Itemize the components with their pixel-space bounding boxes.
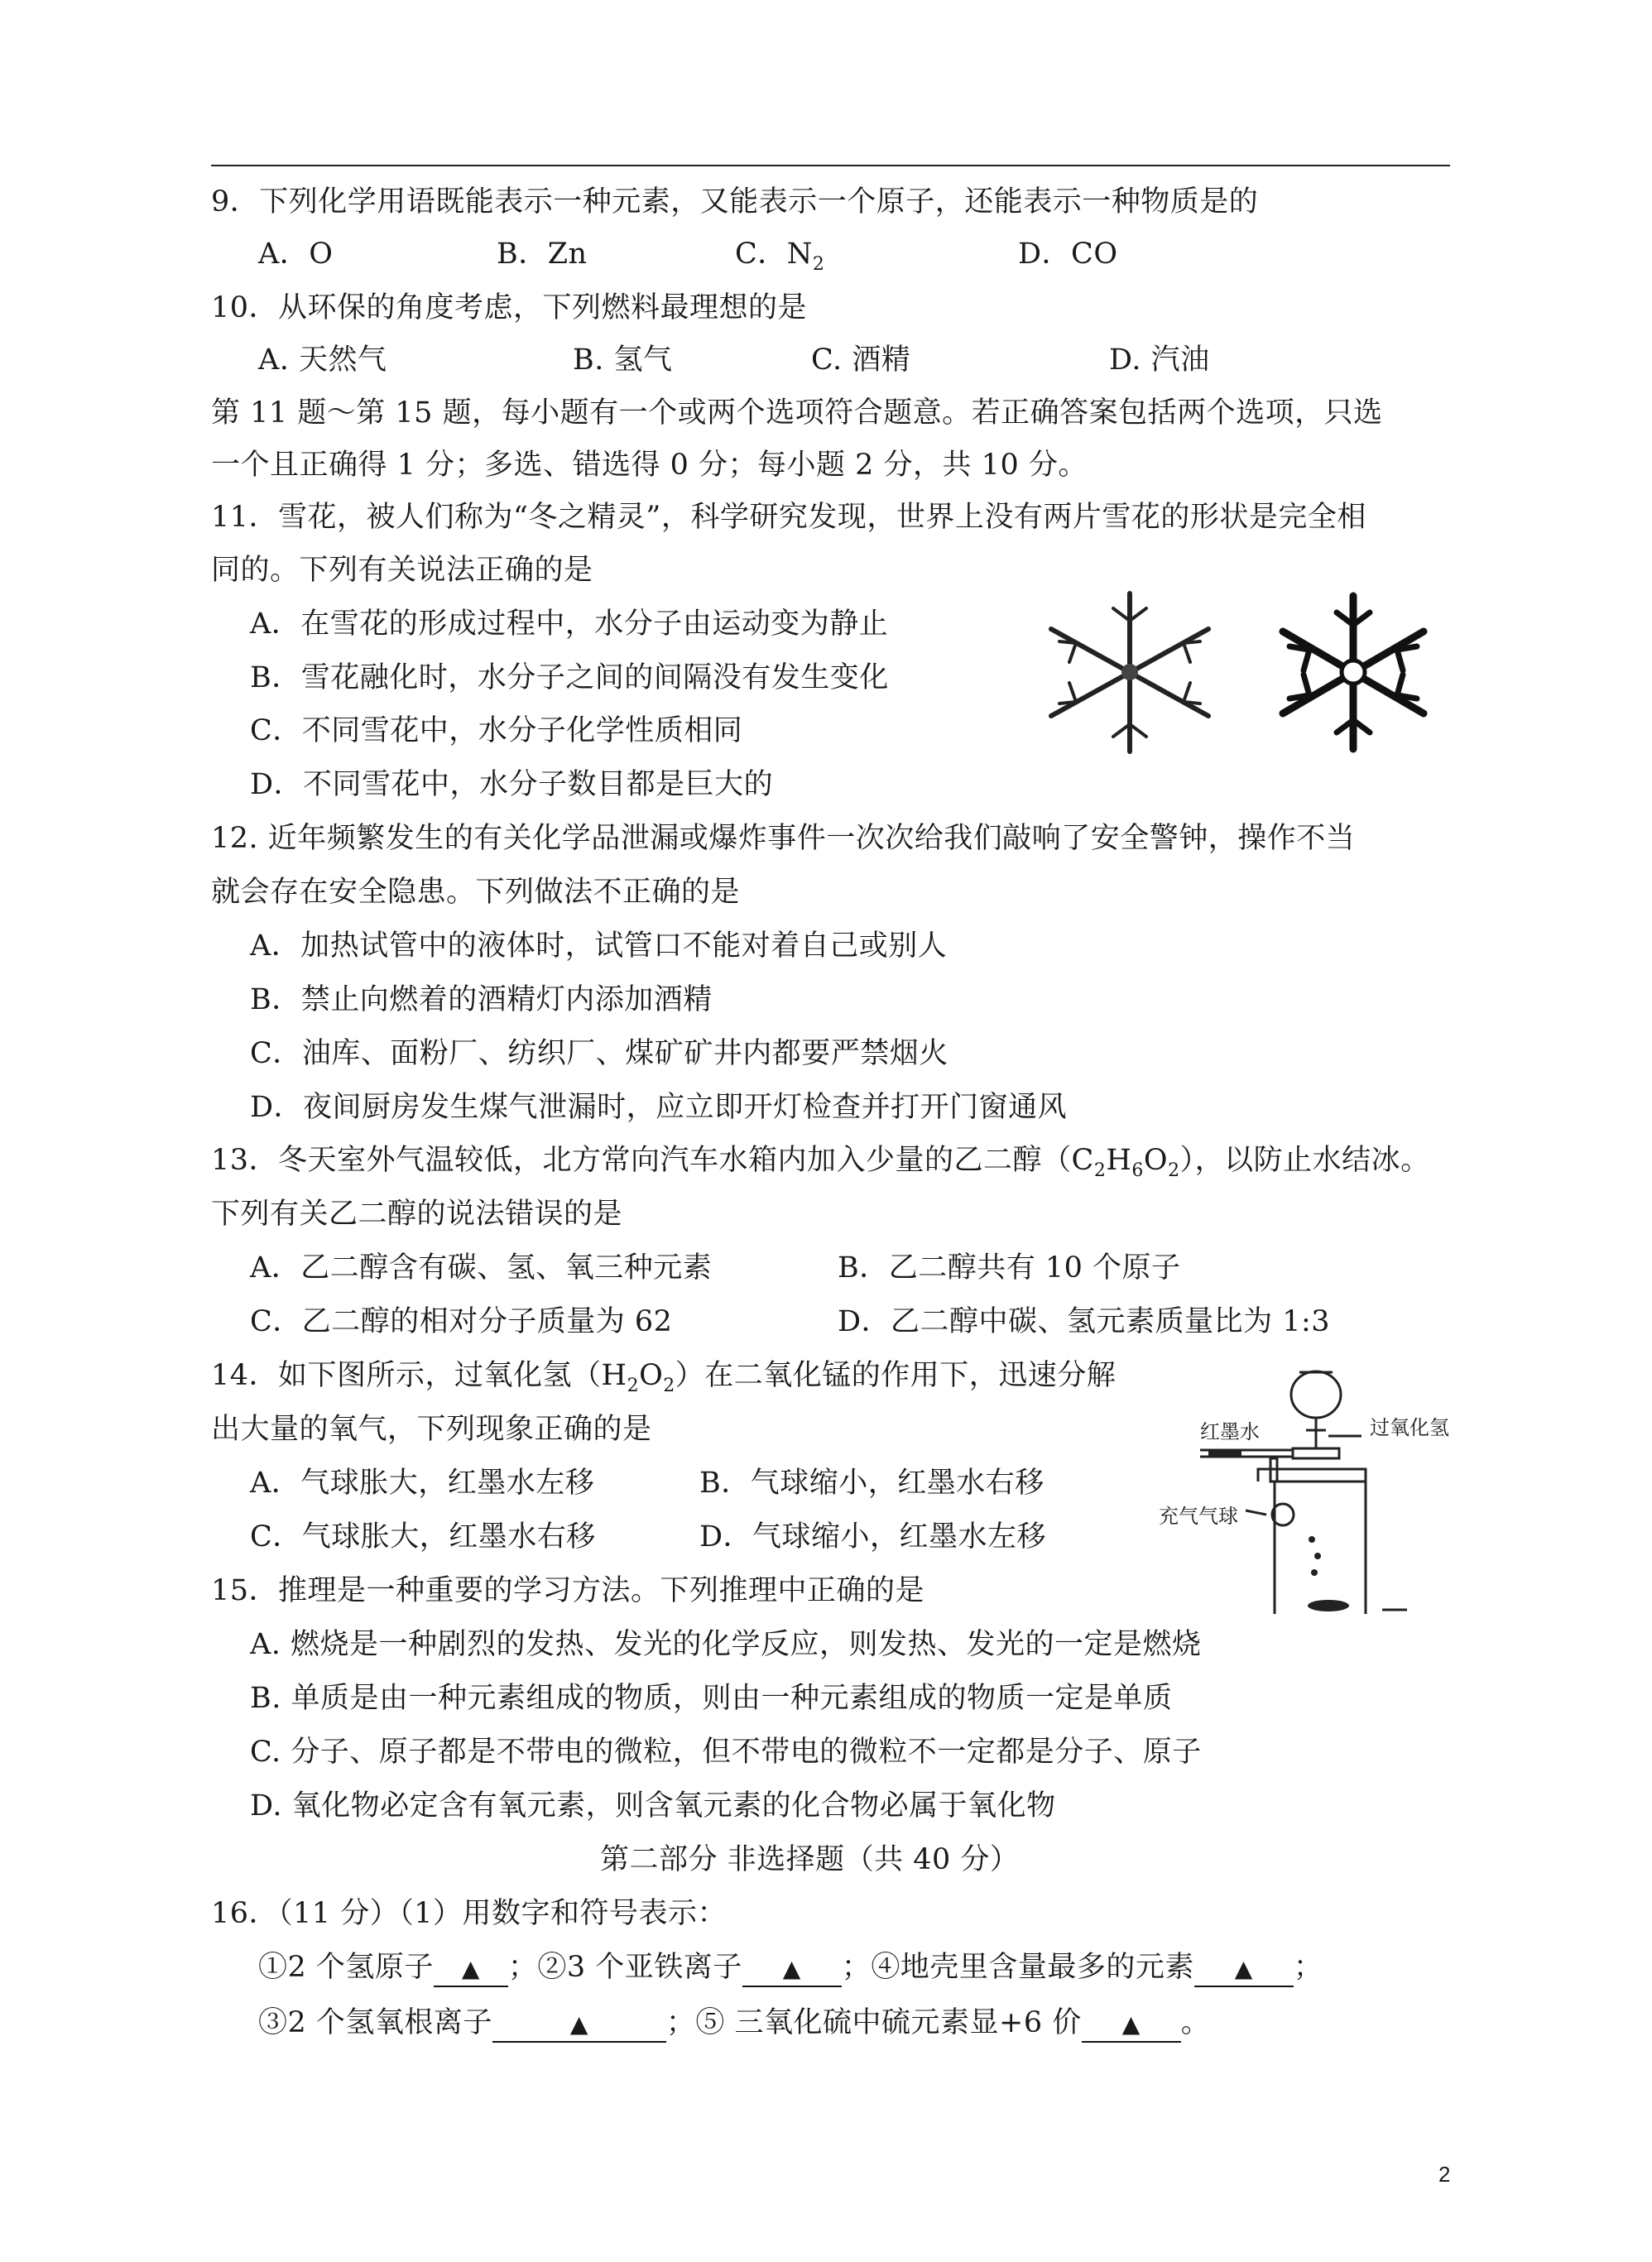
q12-stem-line-1: 12. 近年频繁发生的有关化学品泄漏或爆炸事件一次次给我们敲响了安全警钟，操作不当: [211, 822, 1356, 855]
q13-option-a: A．乙二醇含有碳、氢、氧三种元素: [250, 1251, 713, 1285]
q16-line-1: ①2 个氢原子 ▲ ；②3 个亚铁离子 ▲ ；④地壳里含量最多的元素 ▲ ；: [258, 1949, 1323, 1987]
q14-stem-line-2: 出大量的氧气，下列现象正确的是: [211, 1413, 652, 1446]
apparatus-figure: [1159, 1357, 1449, 1614]
q11-option-c: C．不同雪花中，水分子化学性质相同: [250, 714, 743, 747]
label-red-ink: 红墨水: [1200, 1421, 1260, 1443]
q13-option-c: C．乙二醇的相对分子质量为 62: [250, 1305, 673, 1338]
q12-option-d: D．夜间厨房发生煤气泄漏时，应立即开灯检查并打开门窗通风: [250, 1091, 1068, 1124]
q10-option-b: B. 氢气: [573, 343, 673, 377]
q9-stem: 9．下列化学用语既能表示一种元素，又能表示一个原子，还能表示一种物质是的: [211, 185, 1259, 219]
q15-option-a: A. 燃烧是一种剧烈的发热、发光的化学反应，则发热、发光的一定是燃烧: [250, 1628, 1202, 1661]
answer-blank-2[interactable]: ▲: [742, 1952, 842, 1987]
answer-blank-3[interactable]: ▲: [1194, 1952, 1294, 1987]
q14-option-a: A．气球胀大，红墨水左移: [250, 1467, 595, 1500]
q12-option-b: B．禁止向燃着的酒精灯内添加酒精: [250, 983, 713, 1016]
q15-option-d: D. 氧化物必定含有氧元素，则含氧元素的化合物必属于氧化物: [250, 1789, 1056, 1823]
q9-option-b: B．Zn: [497, 238, 588, 271]
q15-option-b: B. 单质是由一种元素组成的物质，则由一种元素组成的物质一定是单质: [250, 1682, 1173, 1715]
q13-stem-line-1: 13．冬天室外气温较低，北方常向汽车水箱内加入少量的乙二醇$(C_2H_6O_2)$，以防止水结冰。: [211, 1144, 1430, 1181]
q12-option-a: A．加热试管中的液体时，试管口不能对着自己或别人: [250, 929, 948, 963]
apparatus-drawing: [1159, 1357, 1444, 1614]
snowflake-image-2: [1258, 584, 1448, 761]
q12-option-c: C．油库、面粉厂、纺织厂、煤矿矿井内都要严禁烟火: [250, 1037, 948, 1070]
part2-title: 第二部分 非选择题（共 40 分）: [600, 1843, 1020, 1876]
q10-option-c: C. 酒精: [811, 343, 911, 377]
q11-option-b: B．雪花融化时，水分子之间的间隔没有发生变化: [250, 661, 889, 694]
q11-stem-line-1: 11．雪花，被人们称为“冬之精灵”，科学研究发现，世界上没有两片雪花的形状是完全相: [211, 501, 1366, 534]
q13-option-d: D．乙二醇中碳、氢元素质量比为 1:3: [838, 1305, 1331, 1338]
label-balloon: 充气气球: [1159, 1506, 1238, 1528]
q15-stem: 15．推理是一种重要的学习方法。下列推理中正确的是: [211, 1574, 925, 1607]
q13-option-b: B．乙二醇共有 10 个原子: [838, 1251, 1181, 1285]
q11-option-d: D．不同雪花中，水分子数目都是巨大的: [250, 768, 774, 801]
q9-option-c: C．$N_2$: [735, 238, 825, 275]
page-number: 2: [1438, 2162, 1451, 2187]
answer-blank-4[interactable]: ▲: [492, 2008, 666, 2043]
q10-option-a: A. 天然气: [258, 343, 387, 377]
answer-blank-1[interactable]: ▲: [434, 1952, 508, 1987]
q15-option-c: C. 分子、原子都是不带电的微粒，但不带电的微粒不一定都是分子、原子: [250, 1736, 1202, 1769]
q11-stem-line-2: 同的。下列有关说法正确的是: [211, 554, 593, 587]
q12-stem-line-2: 就会存在安全隐患。下列做法不正确的是: [211, 876, 741, 909]
q10-option-d: D. 汽油: [1109, 343, 1210, 377]
q10-stem: 10．从环保的角度考虑，下列燃料最理想的是: [211, 291, 808, 324]
answer-blank-5[interactable]: ▲: [1082, 2008, 1181, 2043]
q13-stem-line-2: 下列有关乙二醇的说法错误的是: [211, 1198, 623, 1231]
instructions-line-2: 一个且正确得 1 分；多选、错选得 0 分；每小题 2 分，共 10 分。: [211, 449, 1088, 482]
q14-option-d: D．气球缩小，红墨水左移: [699, 1520, 1047, 1554]
q14-option-b: B．气球缩小，红墨水右移: [699, 1467, 1045, 1500]
q16-stem: 16．（11 分）（1）用数字和符号表示：: [211, 1897, 727, 1930]
label-hydrogen-peroxide: 过氧化氢: [1370, 1417, 1449, 1439]
q14-stem-line-1: 14．如下图所示，过氧化氢$(H_2O_2)$在二氧化锰的作用下，迅速分解: [211, 1359, 1117, 1396]
q11-option-a: A．在雪花的形成过程中，水分子由运动变为静止: [250, 608, 889, 641]
q9-option-a: A．O: [258, 238, 334, 271]
snowflake-image-1: [1026, 584, 1233, 761]
instructions-line-1: 第 11 题～第 15 题，每小题有一个或两个选项符合题意。若正确答案包括两个选项，只选: [211, 396, 1383, 430]
q16-line-2: ③2 个氢氧根离子 ▲ ；⑤ 三氧化硫中硫元素显+6 价 ▲ 。: [258, 2005, 1210, 2043]
header-rule: [211, 165, 1450, 166]
q14-option-c: C．气球胀大，红墨水右移: [250, 1520, 596, 1554]
q9-option-d: D．CO: [1018, 238, 1118, 271]
